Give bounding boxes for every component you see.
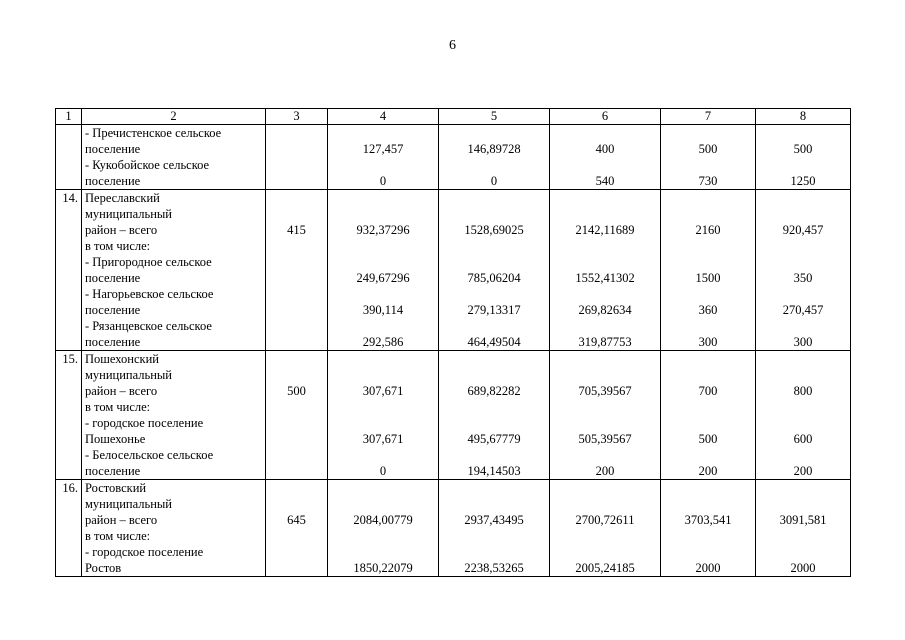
row-number: 16. bbox=[56, 480, 82, 577]
row-number bbox=[56, 125, 82, 190]
table-row bbox=[56, 190, 851, 351]
value-col-3: 500 bbox=[266, 351, 328, 480]
value-col-5: 2937,43495 2238,53265 bbox=[439, 480, 550, 577]
value-col-3: 645 bbox=[266, 480, 328, 577]
value-col-4: 2084,00779 1850,22079 bbox=[328, 480, 439, 577]
table-row bbox=[56, 480, 851, 577]
value-col-6: 2700,72611 2005,24185 bbox=[550, 480, 661, 577]
value-col-7: 700 500 200 bbox=[661, 351, 756, 480]
header-col-3: 3 bbox=[266, 109, 328, 125]
header-col-7: 7 bbox=[661, 109, 756, 125]
row-number: 14. bbox=[56, 190, 82, 351]
row-number: 15. bbox=[56, 351, 82, 480]
header-col-8: 8 bbox=[756, 109, 851, 125]
value-col-8: 800 600 200 bbox=[756, 351, 851, 480]
district-name: Ростовский муниципальный район – всего в том числе: - городское поселение Ростов bbox=[82, 480, 266, 577]
header-row bbox=[56, 109, 851, 125]
district-name: Пошехонский муниципальный район – всего в том числе: - городское поселение Пошехонье - Белосельское сельское поселение bbox=[82, 351, 266, 480]
value-col-7: 2160 1500 360 300 bbox=[661, 190, 756, 351]
table-row bbox=[56, 351, 851, 480]
value-col-7: 3703,541 2000 bbox=[661, 480, 756, 577]
value-col-5: 146,89728 0 bbox=[439, 125, 550, 190]
value-col-5: 689,82282 495,67779 194,14503 bbox=[439, 351, 550, 480]
value-col-6: 2142,11689 1552,41302 269,82634 319,87753 bbox=[550, 190, 661, 351]
value-col-6: 400 540 bbox=[550, 125, 661, 190]
value-col-4: 307,671 307,671 0 bbox=[328, 351, 439, 480]
value-col-4: 127,457 0 bbox=[328, 125, 439, 190]
value-col-3: 415 bbox=[266, 190, 328, 351]
district-name: Переславский муниципальный район – всего в том числе: - Пригородное сельское поселение - Нагорьевское сельское поселение - Рязанцевское сельское поселение bbox=[82, 190, 266, 351]
value-col-7: 500 730 bbox=[661, 125, 756, 190]
page-number: 6 bbox=[449, 38, 456, 53]
value-col-8: 920,457 350 270,457 300 bbox=[756, 190, 851, 351]
table-row bbox=[56, 125, 851, 190]
value-col-6: 705,39567 505,39567 200 bbox=[550, 351, 661, 480]
value-col-4: 932,37296 249,67296 390,114 292,586 bbox=[328, 190, 439, 351]
district-name: - Пречистенское сельское поселение - Кукобойское сельское поселение bbox=[82, 125, 266, 190]
header-col-5: 5 bbox=[439, 109, 550, 125]
header-col-2: 2 bbox=[82, 109, 266, 125]
budget-table bbox=[55, 108, 851, 577]
value-col-8: 500 1250 bbox=[756, 125, 851, 190]
header-col-1: 1 bbox=[56, 109, 82, 125]
header-col-6: 6 bbox=[550, 109, 661, 125]
value-col-5: 1528,69025 785,06204 279,13317 464,49504 bbox=[439, 190, 550, 351]
value-col-3 bbox=[266, 125, 328, 190]
header-col-4: 4 bbox=[328, 109, 439, 125]
value-col-8: 3091,581 2000 bbox=[756, 480, 851, 577]
